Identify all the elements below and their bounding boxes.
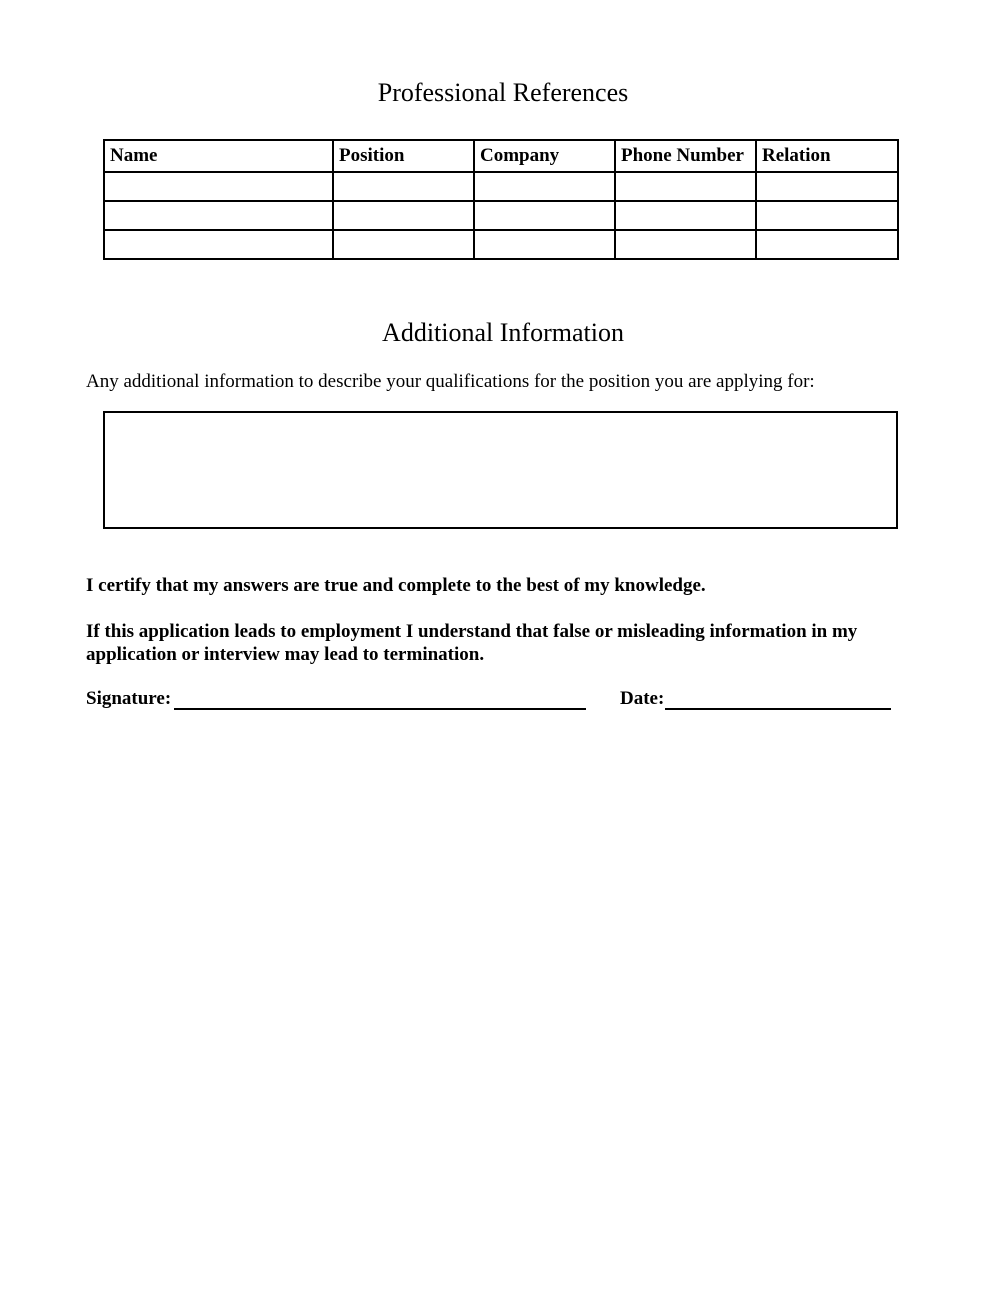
references-table [103, 139, 899, 260]
certification-statement: I certify that my answers are true and complete to the best of my knowledge. [86, 575, 706, 596]
reference-company-cell[interactable] [474, 230, 615, 259]
signature-line[interactable] [174, 708, 586, 710]
signature-row [86, 687, 906, 713]
references-header-row [104, 140, 898, 172]
column-header-position: Position [333, 140, 474, 172]
employment-disclaimer: If this application leads to employment I understand that false or misleading information in my application or interview may lead to termination. [86, 621, 858, 665]
reference-position-cell[interactable] [333, 230, 474, 259]
reference-phone-cell[interactable] [615, 172, 756, 201]
table-row [104, 172, 898, 201]
reference-company-cell[interactable] [474, 201, 615, 230]
date-label: Date: [620, 688, 665, 709]
reference-relation-cell[interactable] [756, 230, 898, 259]
references-title: Professional References [377, 78, 629, 107]
column-header-company: Company [474, 140, 615, 172]
column-header-name: Name [104, 140, 333, 172]
additional-information-title: Additional Information [382, 318, 624, 347]
reference-phone-cell[interactable] [615, 201, 756, 230]
reference-name-cell[interactable] [104, 201, 333, 230]
column-header-relation: Relation [756, 140, 898, 172]
additional-information-box[interactable] [103, 411, 898, 529]
reference-name-cell[interactable] [104, 172, 333, 201]
date-line[interactable] [665, 708, 891, 710]
column-header-phone-number: Phone Number [615, 140, 756, 172]
table-row [104, 201, 898, 230]
additional-information-prompt: Any additional information to describe your qualifications for the position you are applying for: [86, 371, 815, 392]
reference-position-cell[interactable] [333, 201, 474, 230]
table-row [104, 230, 898, 259]
reference-phone-cell[interactable] [615, 230, 756, 259]
reference-position-cell[interactable] [333, 172, 474, 201]
reference-relation-cell[interactable] [756, 201, 898, 230]
reference-name-cell[interactable] [104, 230, 333, 259]
reference-relation-cell[interactable] [756, 172, 898, 201]
signature-label: Signature: [86, 688, 172, 709]
reference-company-cell[interactable] [474, 172, 615, 201]
